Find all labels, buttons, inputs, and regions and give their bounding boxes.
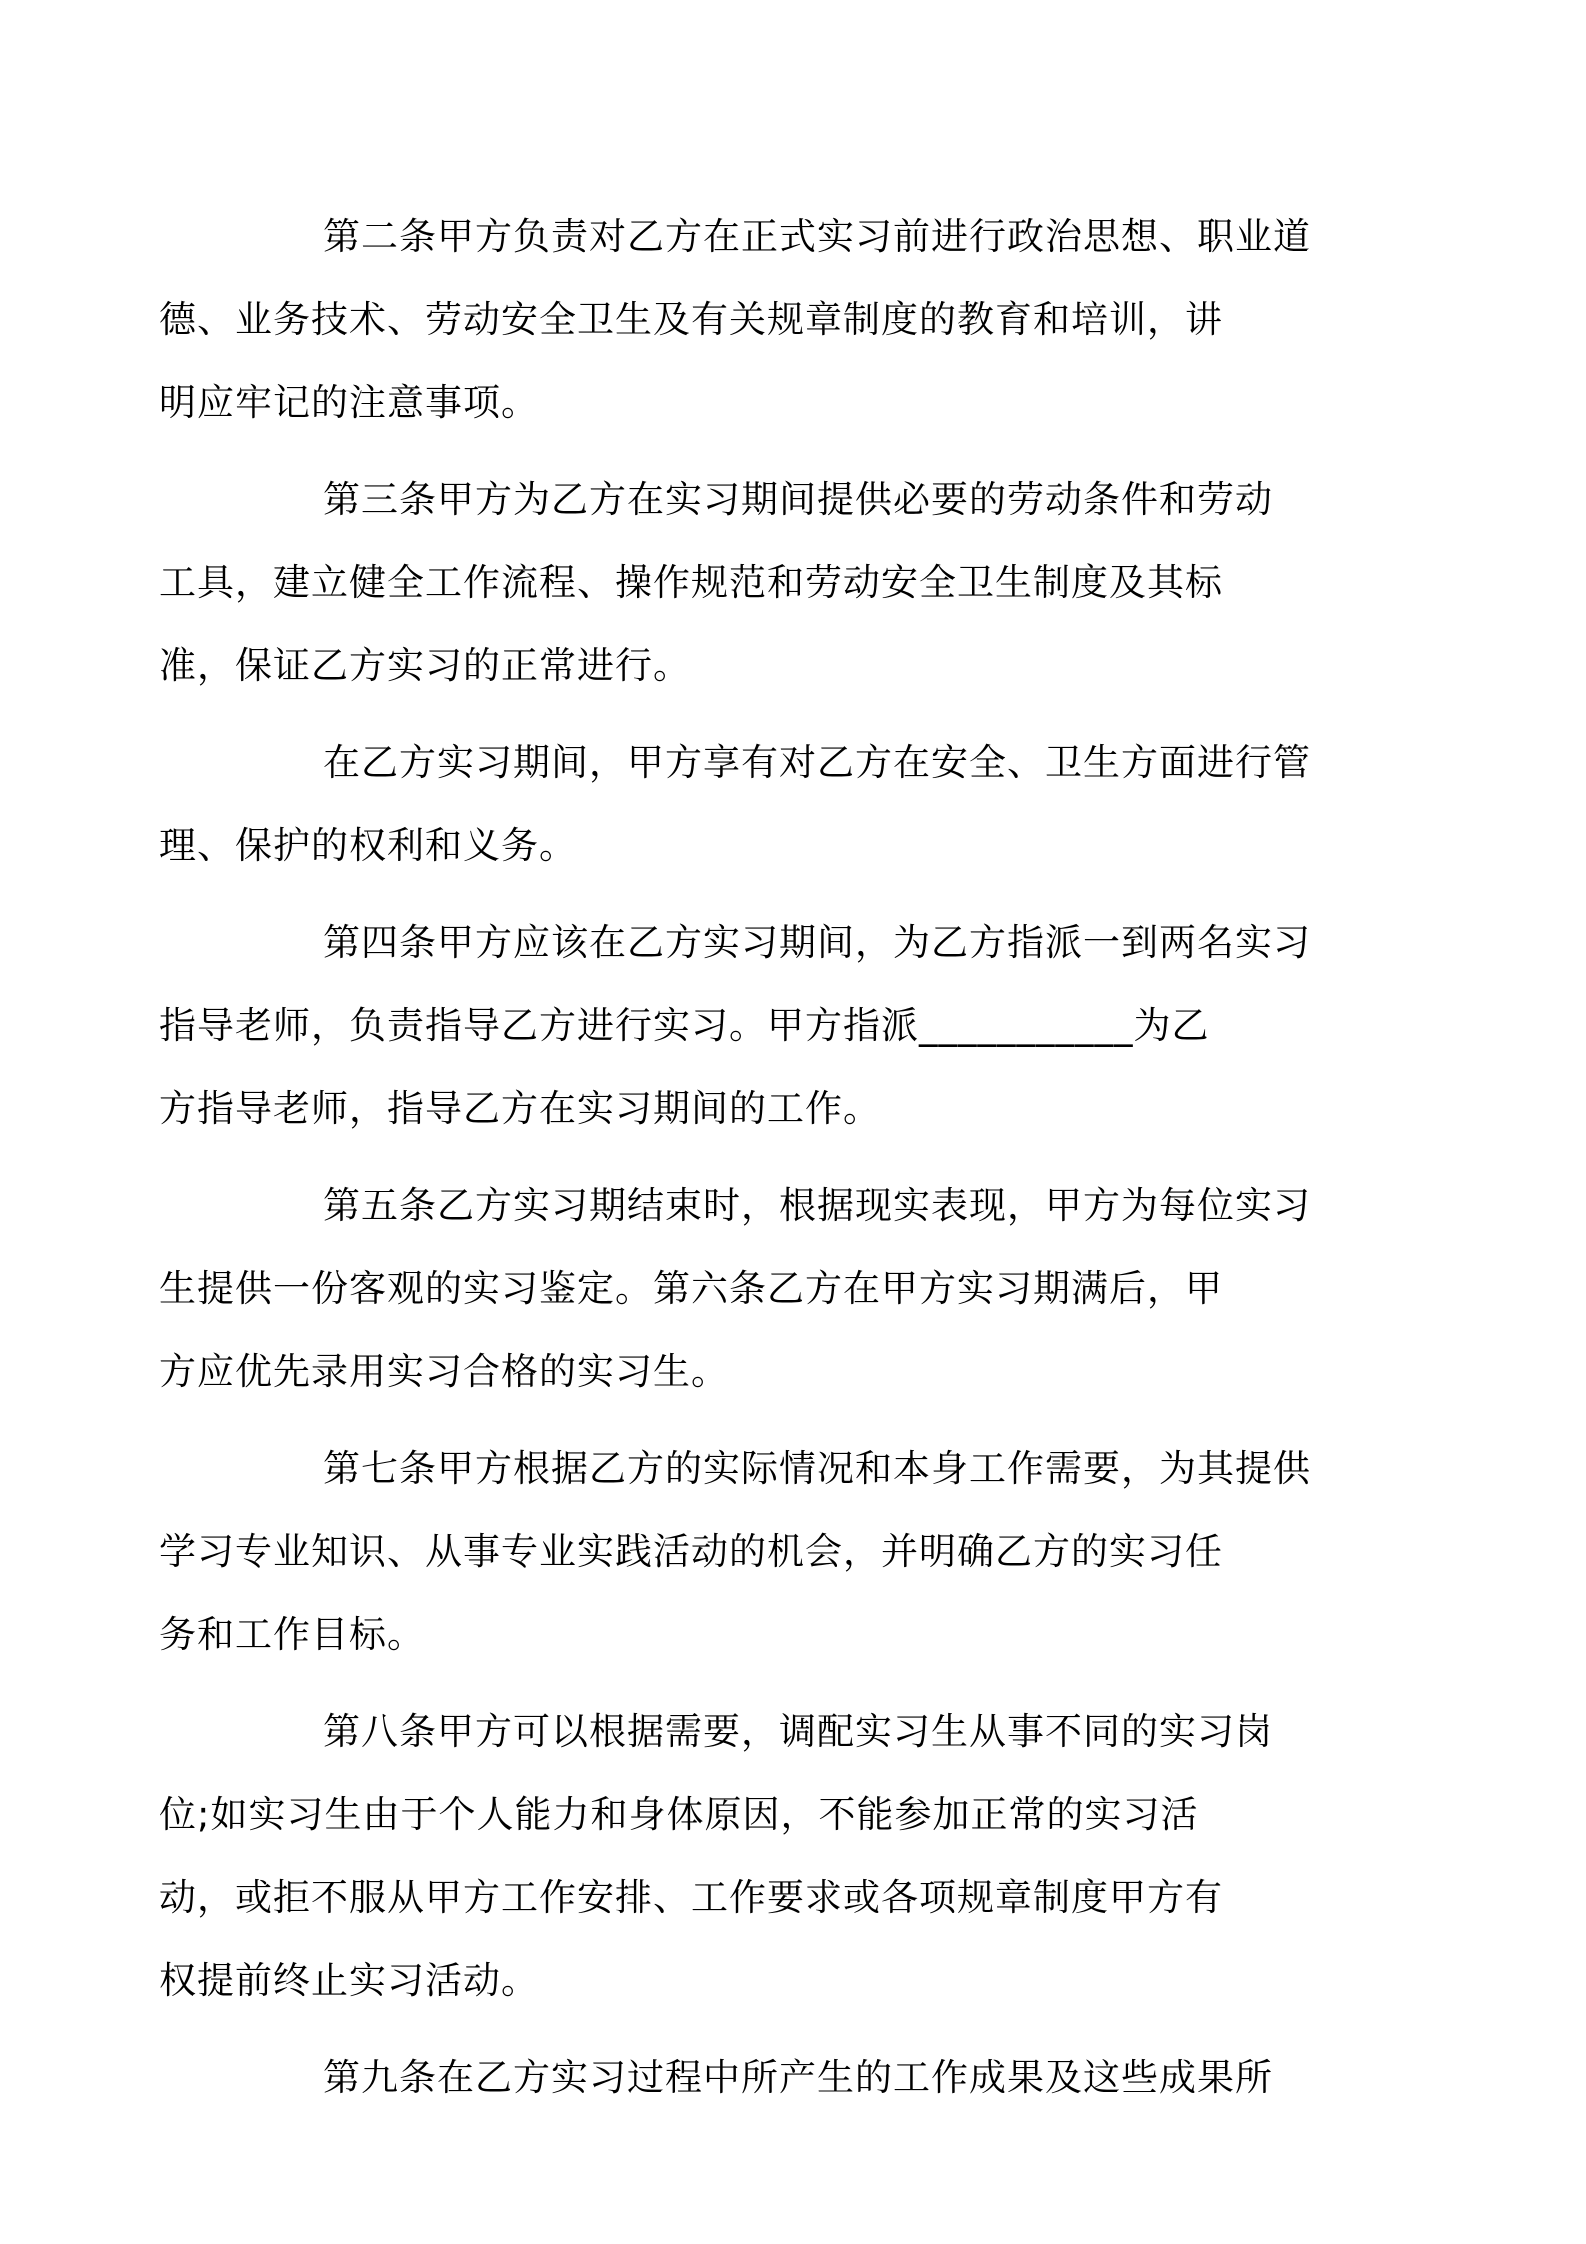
paragraph-article-3-supplement — [159, 721, 1351, 887]
paragraph-article-5-6 — [159, 1164, 1351, 1413]
paragraph-line: 第三条甲方为乙方在实习期间提供必要的劳动条件和劳动 — [323, 478, 1273, 521]
paragraph-line: 方应优先录用实习合格的实习生。 — [159, 1350, 729, 1393]
paragraph-line: 动，或拒不服从甲方工作安排、工作要求或各项规章制度甲方有 — [159, 1876, 1223, 1919]
paragraph-article-9 — [241, 2036, 1351, 2119]
paragraph-article-3 — [159, 458, 1351, 707]
paragraph-line: 位;如实习生由于个人能力和身体原因，不能参加正常的实习活 — [159, 1793, 1199, 1836]
paragraph-line: 第七条甲方根据乙方的实际情况和本身工作需要，为其提供 — [323, 1447, 1311, 1490]
paragraph-line: 德、业务技术、劳动安全卫生及有关规章制度的教育和培训，讲 — [159, 298, 1223, 341]
paragraph-article-2 — [159, 195, 1351, 444]
paragraph-line: 工具，建立健全工作流程、操作规范和劳动安全卫生制度及其标 — [159, 561, 1223, 604]
paragraph-line: 务和工作目标。 — [159, 1613, 425, 1656]
paragraph-line: 第八条甲方可以根据需要，调配实习生从事不同的实习岗 — [323, 1710, 1273, 1753]
paragraph-article-4 — [159, 901, 1351, 1150]
paragraph-line: 学习专业知识、从事专业实践活动的机会，并明确乙方的实习任 — [159, 1530, 1223, 1573]
paragraph-line: 第五条乙方实习期结束时，根据现实表现，甲方为每位实习 — [323, 1184, 1311, 1227]
document-body — [159, 195, 1351, 2133]
paragraph-line: 明应牢记的注意事项。 — [159, 381, 539, 424]
paragraph-article-8 — [159, 1690, 1351, 2022]
paragraph-line: 第二条甲方负责对乙方在正式实习前进行政治思想、职业道 — [323, 215, 1311, 258]
paragraph-line: 权提前终止实习活动。 — [159, 1959, 539, 2002]
paragraph-line: 在乙方实习期间，甲方享有对乙方在安全、卫生方面进行管 — [323, 741, 1311, 784]
paragraph-article-7 — [159, 1427, 1351, 1676]
paragraph-line: 第四条甲方应该在乙方实习期间，为乙方指派一到两名实习 — [323, 921, 1311, 964]
paragraph-line: 生提供一份客观的实习鉴定。第六条乙方在甲方实习期满后，甲 — [159, 1267, 1223, 1310]
paragraph-line: 方指导老师，指导乙方在实习期间的工作。 — [159, 1087, 881, 1130]
paragraph-line: 理、保护的权利和义务。 — [159, 824, 577, 867]
paragraph-line: 准，保证乙方实习的正常进行。 — [159, 644, 691, 687]
paragraph-line: 指导老师，负责指导乙方进行实习。甲方指派___________为乙 — [159, 1004, 1210, 1047]
paragraph-line: 第九条在乙方实习过程中所产生的工作成果及这些成果所 — [323, 2056, 1273, 2099]
